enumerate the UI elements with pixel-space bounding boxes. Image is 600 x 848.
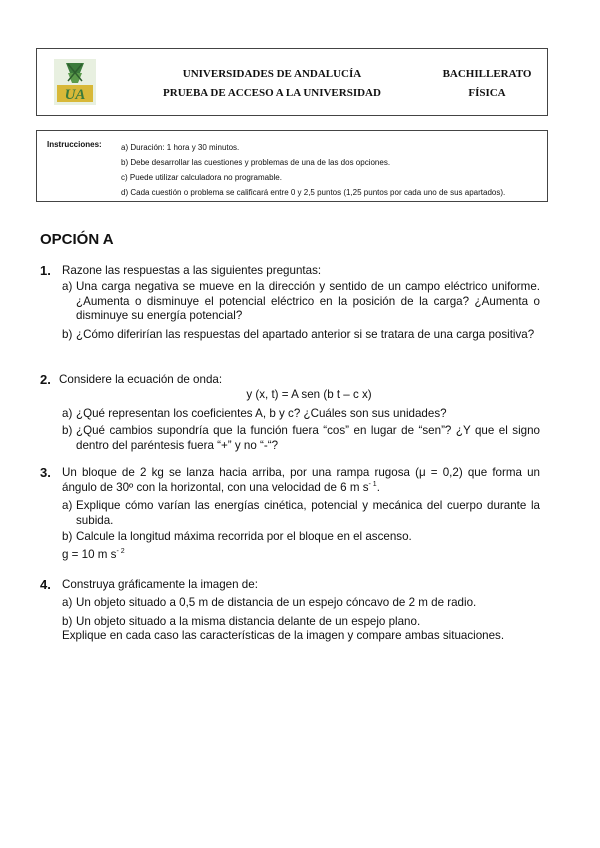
instructions-label: Instrucciones: — [47, 140, 102, 149]
question-number: 4. — [40, 577, 51, 592]
university-logo — [54, 59, 96, 105]
question-4b — [62, 615, 540, 630]
question-number: 2. — [40, 372, 51, 387]
option-title: OPCIÓN A — [40, 231, 114, 248]
subitem-text: Calcule la longitud máxima recorrida por el bloque en el ascenso. — [76, 530, 412, 543]
subitem-label: a) — [62, 499, 73, 512]
level-label: BACHILLERATO — [442, 68, 532, 80]
subitem-label: a) — [62, 407, 73, 420]
wave-equation: y (x, t) = A sen (b t – c x) — [246, 388, 372, 401]
gravity-value — [62, 548, 540, 563]
question-text-end: . — [376, 480, 380, 494]
question-text: Considere la ecuación de onda: — [59, 373, 223, 386]
instruction-item: b) Debe desarrollar las cuestiones y problemas de una de las dos opciones. — [121, 158, 391, 167]
header-center — [137, 65, 407, 103]
question-number: 3. — [40, 465, 51, 480]
closing-instruction: Explique en cada caso las características de la imagen y compare ambas situaciones. — [62, 629, 505, 642]
question-number: 1. — [40, 263, 51, 278]
question-text: Construya gráficamente la imagen de: — [62, 578, 258, 591]
subitem-text: ¿Cómo diferirían las respuestas del apartado anterior si se tratara de una carga positiva? — [76, 328, 535, 341]
subitem-text: ¿Qué representan los coeficientes A, b y c? ¿Cuáles son sus unidades? — [76, 407, 447, 420]
question-3a — [62, 499, 540, 528]
instruction-item: a) Duración: 1 hora y 30 minutos. — [121, 143, 240, 152]
question-1a — [62, 280, 540, 324]
header-right — [437, 65, 537, 103]
question-2a — [62, 407, 540, 422]
subitem-text: Explique cómo varían las energías cinética, potencial y mecánica del cuerpo durante la subida. — [76, 499, 540, 527]
header-box — [36, 48, 548, 116]
question-text-main: Un bloque de 2 kg se lanza hacia arriba, por una rampa rugosa (μ = 0,2) que forma un ángulo de 30º con la horizontal, con una velocidad de 6 m s — [62, 466, 540, 494]
subject-label: FÍSICA — [468, 87, 506, 99]
subitem-label: a) — [62, 280, 73, 293]
velocity-exponent: - 1 — [368, 480, 377, 488]
university-name: UNIVERSIDADES DE ANDALUCÍA — [182, 68, 362, 80]
subitem-label: b) — [62, 530, 73, 543]
instruction-item: d) Cada cuestión o problema se calificará entre 0 y 2,5 puntos (1,25 puntos por cada uno de sus apartados). — [121, 188, 506, 197]
question-4a — [62, 596, 540, 611]
gravity-exponent: - 2 — [116, 548, 125, 556]
instructions-list — [121, 140, 505, 200]
subitem-label: b) — [62, 424, 73, 437]
subitem-label: b) — [62, 328, 73, 341]
subitem-label: a) — [62, 596, 73, 609]
question-text — [62, 466, 540, 495]
question-1b — [62, 328, 540, 343]
subitem-text: Un objeto situado a la misma distancia delante de un espejo plano. — [76, 615, 421, 628]
gravity-text: g = 10 m s — [62, 548, 117, 561]
logo-text: UA — [64, 87, 86, 103]
subitem-text: Un objeto situado a 0,5 m de distancia de un espejo cóncavo de 2 m de radio. — [76, 596, 477, 609]
instructions-box — [36, 130, 548, 202]
exam-name: PRUEBA DE ACCESO A LA UNIVERSIDAD — [163, 87, 381, 99]
instruction-item: c) Puede utilizar calculadora no programable. — [121, 173, 282, 182]
question-2b — [62, 424, 540, 453]
question-3b — [62, 530, 540, 545]
subitem-text: ¿Qué cambios supondría que la función fuera “cos” en lugar de “sen”? ¿Y que el signo dentro del paréntesis fuera “+” y no “-“? — [76, 424, 540, 452]
subitem-text: Una carga negativa se mueve en la dirección y sentido de un campo eléctrico uniforme. ¿Aumenta o disminuye el potencial eléctrico en la posición de la carga? ¿Aumenta o disminuye su energía potencial? — [76, 280, 540, 322]
question-text: Razone las respuestas a las siguientes preguntas: — [62, 264, 322, 277]
subitem-label: b) — [62, 615, 73, 628]
